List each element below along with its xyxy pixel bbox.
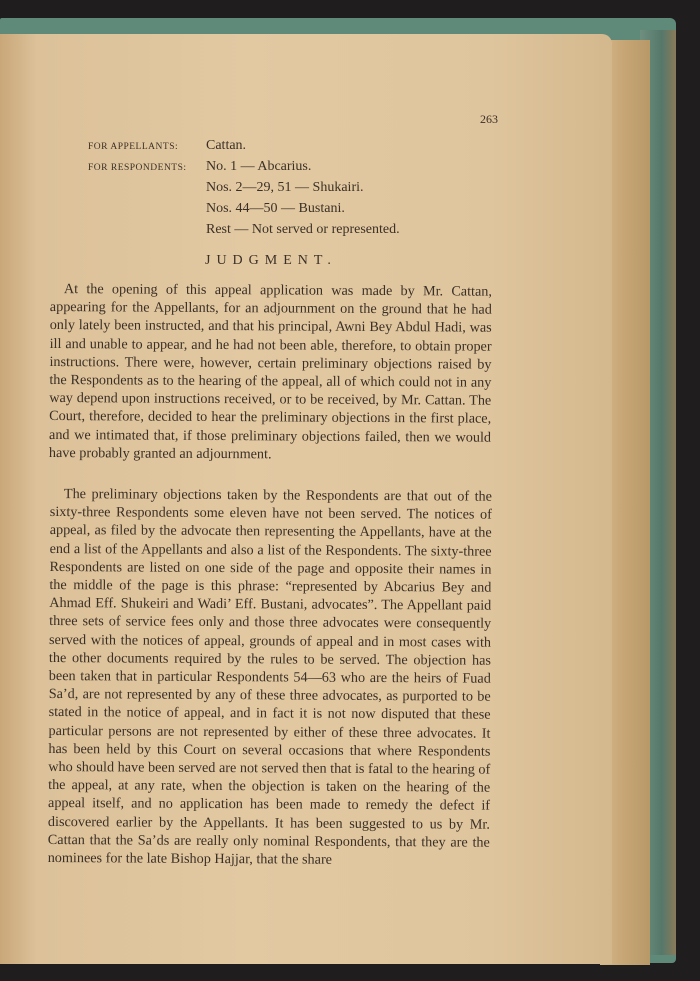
counsel-label: FOR RESPONDENTS: (88, 163, 187, 173)
counsel-row (88, 159, 400, 180)
counsel-value: Rest — Not served or represented. (206, 222, 400, 237)
counsel-row (88, 180, 400, 201)
counsel-list (88, 138, 400, 243)
counsel-value: Cattan. (206, 138, 247, 153)
counsel-label: FOR APPELLANTS: (88, 142, 179, 152)
page-number: 263 (480, 112, 498, 126)
counsel-value: No. 1 — Abcarius. (206, 159, 312, 174)
judgment-heading: JUDGMENT. (205, 253, 337, 268)
counsel-row (88, 222, 400, 243)
counsel-row (88, 138, 400, 159)
counsel-row (88, 201, 400, 222)
judgment-paragraph: The preliminary objections taken by the Respondents are that out of the sixty-three Respondents some eleven have not been served. The notices of appeal, as filed by the advocate then representing the Appellants, have at the end a list of the Appellants and also a list of the Respondents. The sixty-three Respondents are listed on one side of the page and opposite their names in the middle of the page is this phrase: “represented by Abcarius Bey and Ahmad Eff. Shukeiri and Wadi’ Eff. Bustani, advocates”. The Appellant paid three sets of service fees only and those three advocates were consequently served with the notices of appeal, grounds of appeal and in most cases with the other documents required by the rules to be served. The objection has been taken that in particular Respondents 54—63 who are the heirs of Fuad Sa’d, are not represented by any of these three advocates, as purported to be stated in the notice of appeal, and in fact it is not now disputed that these particular persons are not represented by either of these three advocates. It has been held by this Court on several occasions that where Respondents who should have been served are not served then that is fatal to the hearing of the appeal, at any rate, when the objection is taken on the hearing of the appeal itself, and no application has been made to remedy the defect if discovered earlier by the Appellants. It has been suggested to us by Mr. Cattan that the Sa’ds are really only nominal Respondents, that they are the nominees for the late Bishop Hajjar, that the share (47, 486, 492, 868)
judgment-paragraph: At the opening of this appeal application was made by Mr. Cattan, appearing for the Appellants, for an adjournment on the ground that he had only lately been instructed, and that his principal, Awni Bey Abdul Hadi, was ill and unable to appear, and he had not been able, therefore, to obtain proper instructions. There were, however, certain preliminary objections raised by the Respondents as to the hearing of the appeal, all of which could not in any way depend upon instructions received, or to be received, by Mr. Cattan. The Court, therefore, decided to hear the preliminary objections in the first place, and we intimated that, if those preliminary objections failed, then we would have probably granted an adjournment. (48, 281, 492, 463)
counsel-value: Nos. 2—29, 51 — Shukairi. (206, 180, 364, 195)
counsel-value: Nos. 44—50 — Bustani. (206, 201, 345, 216)
